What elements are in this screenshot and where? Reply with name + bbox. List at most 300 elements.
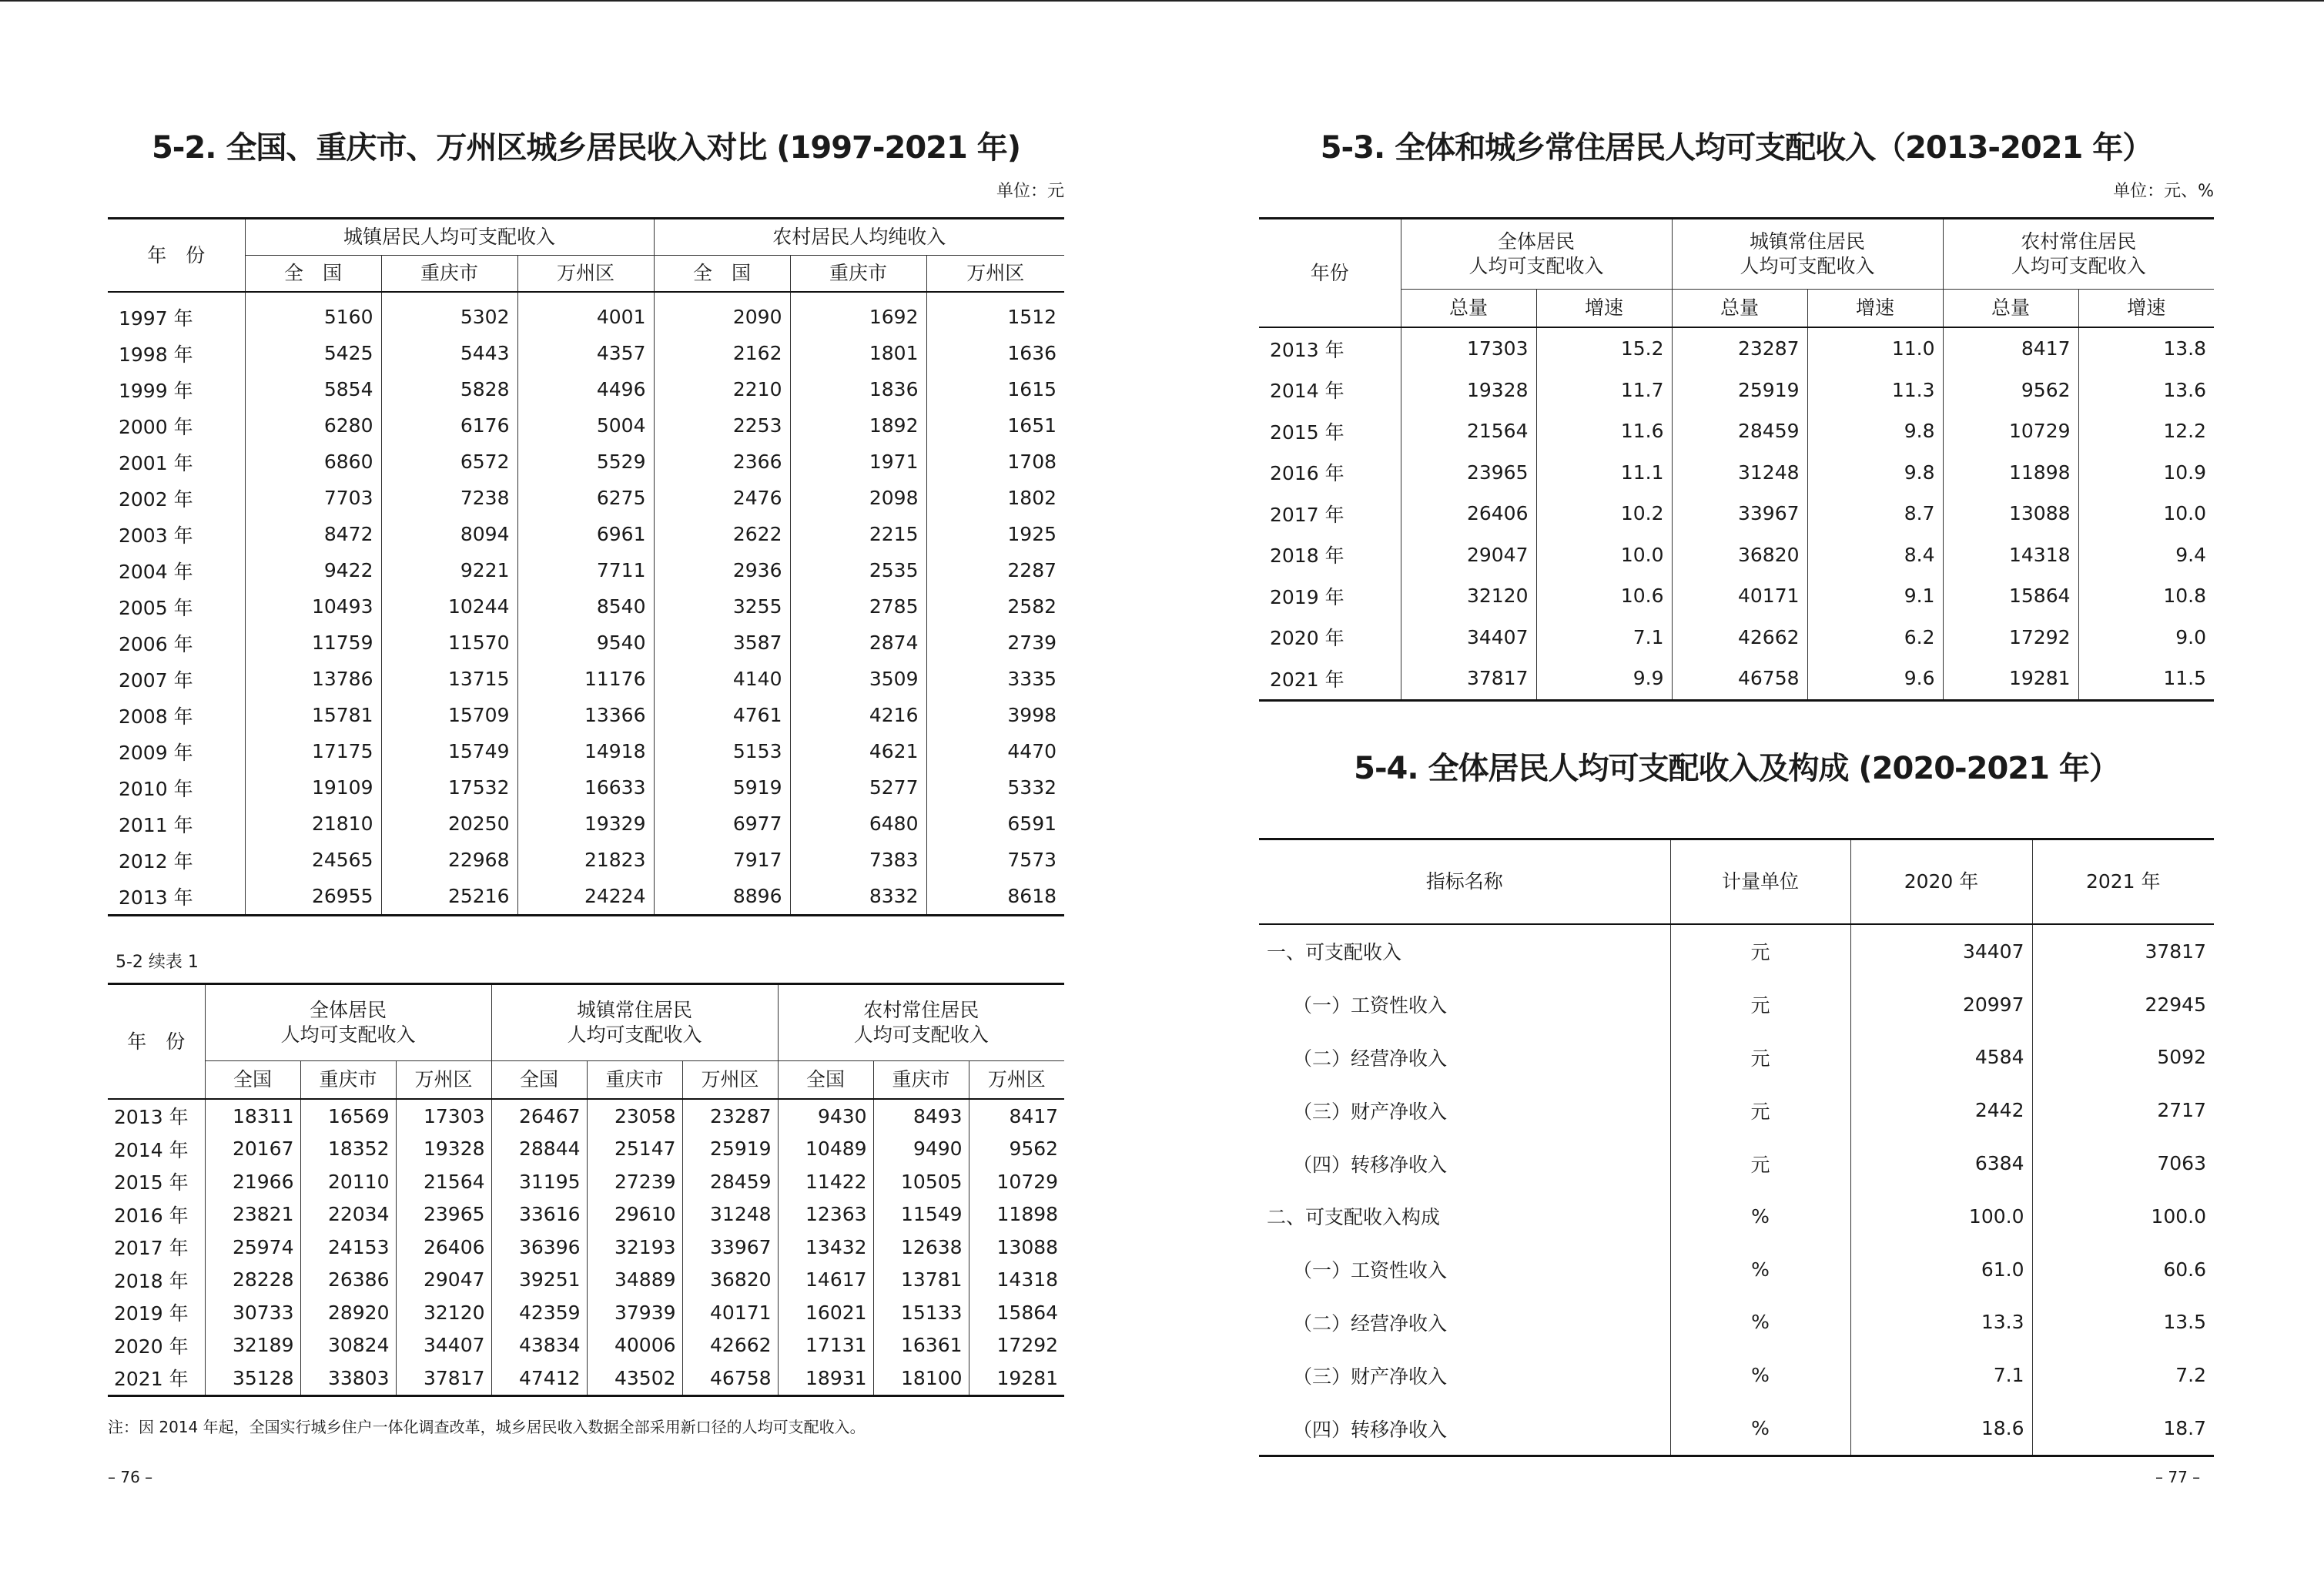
value-cell: 8332	[790, 878, 926, 916]
value-cell: 42662	[682, 1329, 778, 1362]
value-cell: 1692	[790, 292, 926, 335]
value-cell: 17532	[381, 769, 517, 806]
indicator-cell: （二）经营净收入	[1293, 1312, 1448, 1335]
group-header-line: 人均可支配收入	[1740, 255, 1875, 277]
value-cell: 19328	[1401, 370, 1536, 411]
value-cell: 21966	[205, 1165, 300, 1198]
value-cell: 33967	[1672, 493, 1807, 534]
all-residents-group-header	[1401, 219, 1672, 290]
value-cell: 20110	[300, 1165, 396, 1198]
table-row	[1259, 534, 2214, 576]
column-header: 总量	[1401, 290, 1536, 328]
value-cell: 24153	[300, 1231, 396, 1264]
value-cell: 5160	[245, 292, 381, 335]
value-cell: 100.0	[2032, 1190, 2214, 1243]
value-cell: 6275	[517, 480, 654, 516]
value-cell: 1925	[926, 516, 1064, 552]
value-cell: 26467	[491, 1099, 587, 1133]
value-cell: 23821	[205, 1198, 300, 1231]
page-number: – 76 –	[108, 1468, 153, 1486]
group-header-line: 农村常住居民	[863, 999, 979, 1021]
column-header: 重庆市	[300, 1061, 396, 1100]
table-row	[1259, 924, 2214, 978]
table-row	[108, 1362, 1064, 1395]
group-header-line: 人均可支配收入	[567, 1023, 702, 1046]
value-cell: 5919	[654, 769, 790, 806]
value-cell: 15781	[245, 697, 381, 733]
table-row	[1259, 327, 2214, 370]
table-5-4	[1259, 838, 2214, 1457]
value-cell: 21564	[396, 1165, 491, 1198]
value-cell: 19328	[396, 1133, 491, 1166]
value-cell: 11549	[873, 1198, 969, 1231]
value-cell: 9.8	[1807, 410, 1943, 452]
year-cell: 2009 年	[119, 741, 193, 764]
indicator-cell: （四）转移净收入	[1293, 1153, 1448, 1176]
value-cell: 7238	[381, 480, 517, 516]
year-cell: 2020 年	[1270, 627, 1345, 650]
value-cell: 16361	[873, 1329, 969, 1362]
table-row	[1259, 658, 2214, 700]
unit-label: 单位：元、%	[2113, 182, 2214, 201]
table-row	[1259, 1296, 2214, 1349]
year-cell: 2019 年	[1270, 585, 1345, 608]
value-cell: 3255	[654, 588, 790, 625]
indicator-cell: 二、可支配收入构成	[1267, 1206, 1441, 1229]
value-cell: 9221	[381, 552, 517, 588]
value-cell: 29047	[396, 1264, 491, 1297]
footnote: 注：因 2014 年起，全国实行城乡住户一体化调查改革，城乡居民收入数据全部采用新口径的人均可支配收入。	[108, 1418, 866, 1436]
year-cell: 2017 年	[1270, 503, 1345, 526]
value-cell: 7063	[2032, 1137, 2214, 1190]
value-cell: 9430	[778, 1099, 873, 1133]
value-cell: 11.0	[1807, 327, 1943, 370]
value-cell: 8618	[926, 878, 1064, 916]
value-cell: 6860	[245, 444, 381, 480]
year-cell: 1999 年	[119, 379, 193, 402]
value-cell: 25147	[587, 1133, 682, 1166]
value-cell: 23287	[682, 1099, 778, 1133]
value-cell: 1512	[926, 292, 1064, 335]
year-cell: 2010 年	[119, 777, 193, 800]
value-cell: 5153	[654, 733, 790, 769]
value-cell: 30733	[205, 1296, 300, 1329]
value-cell: 8094	[381, 516, 517, 552]
table-row	[1259, 617, 2214, 658]
value-cell: 11.7	[1536, 370, 1672, 411]
value-cell: 8417	[1943, 327, 2078, 370]
rural-group-header: 农村居民人均纯收入	[654, 219, 1064, 256]
value-cell: 23058	[587, 1099, 682, 1133]
value-cell: 13.8	[2078, 327, 2214, 370]
value-cell: 31248	[682, 1198, 778, 1231]
rural-group-header	[778, 984, 1064, 1061]
column-header: 万州区	[926, 256, 1064, 293]
year-cell: 2012 年	[119, 849, 193, 873]
year-cell: 2020 年	[114, 1335, 189, 1358]
year-header: 年 份	[127, 1030, 186, 1053]
value-cell: 8472	[245, 516, 381, 552]
value-cell: 17292	[969, 1329, 1064, 1362]
value-cell: 3587	[654, 625, 790, 661]
value-cell: 13786	[245, 661, 381, 697]
year-cell: 2007 年	[119, 668, 193, 692]
value-cell: 10729	[969, 1165, 1064, 1198]
group-header-line: 全体居民	[1498, 230, 1576, 253]
value-cell: 29610	[587, 1198, 682, 1231]
value-cell: 1836	[790, 371, 926, 407]
value-cell: 11422	[778, 1165, 873, 1198]
table-row	[1259, 370, 2214, 411]
value-cell: 15133	[873, 1296, 969, 1329]
year-cell: 2016 年	[114, 1204, 189, 1227]
value-cell: 6572	[381, 444, 517, 480]
indicator-cell: （三）财产净收入	[1293, 1100, 1448, 1123]
table-row	[1259, 1243, 2214, 1296]
value-cell: 3335	[926, 661, 1064, 697]
table-row	[1259, 1031, 2214, 1084]
table-row	[1259, 575, 2214, 617]
all-residents-group-header	[205, 984, 491, 1061]
column-header: 重庆市	[790, 256, 926, 293]
value-cell: 23965	[396, 1198, 491, 1231]
indicator-cell: （一）工资性收入	[1293, 1259, 1448, 1282]
value-cell: 32189	[205, 1329, 300, 1362]
column-header: 全 国	[245, 256, 381, 293]
value-cell: 10.0	[2078, 493, 2214, 534]
value-cell: 18352	[300, 1133, 396, 1166]
value-cell: 25974	[205, 1231, 300, 1264]
value-cell: 28459	[1672, 410, 1807, 452]
unit-label: 单位：元	[996, 182, 1064, 201]
table-row	[108, 516, 1064, 552]
value-cell: 25919	[682, 1133, 778, 1166]
value-cell: 6591	[926, 806, 1064, 842]
value-cell: 元	[1670, 1084, 1850, 1137]
value-cell: 4496	[517, 371, 654, 407]
table-row	[108, 1165, 1064, 1198]
value-cell: 26406	[396, 1231, 491, 1264]
year-cell: 2011 年	[119, 813, 193, 836]
value-cell: 9562	[1943, 370, 2078, 411]
value-cell: 18311	[205, 1099, 300, 1133]
value-cell: 15864	[969, 1296, 1064, 1329]
value-cell: 34407	[396, 1329, 491, 1362]
value-cell: 元	[1670, 924, 1850, 978]
value-cell: 37817	[396, 1362, 491, 1395]
value-cell: 5828	[381, 371, 517, 407]
value-cell: 14617	[778, 1264, 873, 1297]
table-row	[108, 1329, 1064, 1362]
column-header: 重庆市	[381, 256, 517, 293]
column-header: 增速	[1536, 290, 1672, 328]
value-cell: 2162	[654, 335, 790, 371]
table-row	[108, 842, 1064, 878]
value-cell: %	[1670, 1243, 1850, 1296]
value-cell: 1892	[790, 407, 926, 444]
value-cell: 24565	[245, 842, 381, 878]
value-cell: 12.2	[2078, 410, 2214, 452]
value-cell: 17303	[1401, 327, 1536, 370]
value-cell: 42359	[491, 1296, 587, 1329]
value-cell: 37939	[587, 1296, 682, 1329]
value-cell: 4216	[790, 697, 926, 733]
value-cell: 21810	[245, 806, 381, 842]
table-row	[108, 806, 1064, 842]
year-cell: 2021 年	[1270, 668, 1345, 691]
value-cell: 13.5	[2032, 1296, 2214, 1349]
value-cell: 2535	[790, 552, 926, 588]
value-cell: 34889	[587, 1264, 682, 1297]
value-cell: 6280	[245, 407, 381, 444]
value-cell: 4357	[517, 335, 654, 371]
column-header: 全国	[491, 1061, 587, 1100]
group-header-line: 人均可支配收入	[280, 1023, 416, 1046]
value-cell: 6.2	[1807, 617, 1943, 658]
value-cell: 12363	[778, 1198, 873, 1231]
table-row	[1259, 1137, 2214, 1190]
value-cell: 46758	[1672, 658, 1807, 700]
value-cell: 18.7	[2032, 1402, 2214, 1456]
value-cell: 13432	[778, 1231, 873, 1264]
value-cell: 22968	[381, 842, 517, 878]
urban-group-header	[491, 984, 778, 1061]
value-cell: 2090	[654, 292, 790, 335]
value-cell: 1971	[790, 444, 926, 480]
value-cell: 20997	[1850, 978, 2032, 1031]
value-cell: 13.3	[1850, 1296, 2032, 1349]
value-cell: 9.6	[1807, 658, 1943, 700]
urban-group-header: 城镇居民人均可支配收入	[245, 219, 654, 256]
group-header-line: 农村常住居民	[2021, 230, 2137, 253]
value-cell: 26406	[1401, 493, 1536, 534]
value-cell: 9422	[245, 552, 381, 588]
value-cell: 13088	[1943, 493, 2078, 534]
year-cell: 2013 年	[1270, 338, 1345, 361]
year-cell: 2006 年	[119, 632, 193, 655]
table-row	[108, 697, 1064, 733]
year-cell: 2000 年	[119, 415, 193, 438]
value-cell: 1651	[926, 407, 1064, 444]
value-cell: 27239	[587, 1165, 682, 1198]
value-cell: 35128	[205, 1362, 300, 1395]
value-cell: 17292	[1943, 617, 2078, 658]
table-row	[108, 1099, 1064, 1133]
value-cell: 8896	[654, 878, 790, 916]
value-cell: 2739	[926, 625, 1064, 661]
value-cell: 元	[1670, 1031, 1850, 1084]
value-cell: 5004	[517, 407, 654, 444]
value-cell: 40006	[587, 1329, 682, 1362]
value-cell: 20250	[381, 806, 517, 842]
value-cell: 8493	[873, 1099, 969, 1133]
value-cell: %	[1670, 1402, 1850, 1456]
value-cell: %	[1670, 1190, 1850, 1243]
year-cell: 2016 年	[1270, 462, 1345, 485]
value-cell: 11570	[381, 625, 517, 661]
value-cell: 2476	[654, 480, 790, 516]
value-cell: 40171	[682, 1296, 778, 1329]
group-header-line: 全体居民	[310, 999, 387, 1021]
value-cell: 5332	[926, 769, 1064, 806]
table-row	[108, 588, 1064, 625]
table-row	[108, 1231, 1064, 1264]
value-cell: 1708	[926, 444, 1064, 480]
value-cell: 18.6	[1850, 1402, 2032, 1456]
table-row	[108, 335, 1064, 371]
value-cell: 13781	[873, 1264, 969, 1297]
table-row	[1259, 493, 2214, 534]
table-row	[108, 407, 1064, 444]
value-cell: 19329	[517, 806, 654, 842]
value-cell: 60.6	[2032, 1243, 2214, 1296]
value-cell: 9540	[517, 625, 654, 661]
value-cell: 13366	[517, 697, 654, 733]
column-header: 全国	[778, 1061, 873, 1100]
value-cell: 11.3	[1807, 370, 1943, 411]
value-cell: 1636	[926, 335, 1064, 371]
value-cell: 6977	[654, 806, 790, 842]
year-cell: 2008 年	[119, 705, 193, 728]
value-cell: 11.5	[2078, 658, 2214, 700]
table-row	[1259, 978, 2214, 1031]
value-cell: 31248	[1672, 452, 1807, 494]
value-cell: 2936	[654, 552, 790, 588]
value-cell: 32193	[587, 1231, 682, 1264]
value-cell: 10.2	[1536, 493, 1672, 534]
table-5-3	[1259, 217, 2214, 702]
table-5-4-body	[1259, 924, 2214, 1456]
value-cell: 8.7	[1807, 493, 1943, 534]
indicator-cell: （四）转移净收入	[1293, 1418, 1448, 1441]
value-cell: 28844	[491, 1133, 587, 1166]
value-cell: 10.8	[2078, 575, 2214, 617]
table-row	[1259, 1348, 2214, 1402]
value-cell: 2785	[790, 588, 926, 625]
value-cell: 1801	[790, 335, 926, 371]
value-cell: 10.6	[1536, 575, 1672, 617]
value-cell: 4621	[790, 733, 926, 769]
value-cell: 9.4	[2078, 534, 2214, 576]
year-cell: 1997 年	[119, 307, 193, 330]
value-cell: 1615	[926, 371, 1064, 407]
value-cell: 22945	[2032, 978, 2214, 1031]
year-cell: 2014 年	[114, 1138, 189, 1161]
value-cell: 12638	[873, 1231, 969, 1264]
value-cell: 13715	[381, 661, 517, 697]
value-cell: 33616	[491, 1198, 587, 1231]
value-cell: 32120	[396, 1296, 491, 1329]
year-cell: 2018 年	[1270, 544, 1345, 568]
value-cell: 7703	[245, 480, 381, 516]
value-cell: 2287	[926, 552, 1064, 588]
value-cell: 10.9	[2078, 452, 2214, 494]
value-cell: 2210	[654, 371, 790, 407]
table-row	[108, 1133, 1064, 1166]
table-5-2-continued	[108, 983, 1064, 1397]
table-row	[108, 1198, 1064, 1231]
column-header: 重庆市	[587, 1061, 682, 1100]
value-cell: 10493	[245, 588, 381, 625]
table-row	[108, 625, 1064, 661]
value-cell: 47412	[491, 1362, 587, 1395]
value-cell: 6384	[1850, 1137, 2032, 1190]
column-header: 全 国	[654, 256, 790, 293]
table-row	[108, 1296, 1064, 1329]
value-cell: 8417	[969, 1099, 1064, 1133]
value-cell: 40171	[1672, 575, 1807, 617]
value-cell: 7.1	[1850, 1348, 2032, 1402]
table-row	[108, 371, 1064, 407]
value-cell: 14318	[969, 1264, 1064, 1297]
value-cell: 7573	[926, 842, 1064, 878]
value-cell: 10.0	[1536, 534, 1672, 576]
value-cell: 15.2	[1536, 327, 1672, 370]
value-cell: 24224	[517, 878, 654, 916]
value-cell: 37817	[1401, 658, 1536, 700]
value-cell: 30824	[300, 1329, 396, 1362]
value-cell: 25216	[381, 878, 517, 916]
value-cell: 16633	[517, 769, 654, 806]
value-cell: 31195	[491, 1165, 587, 1198]
value-cell: 7.2	[2032, 1348, 2214, 1402]
value-cell: 7.1	[1536, 617, 1672, 658]
value-cell: 2874	[790, 625, 926, 661]
year-2020-header: 2020 年	[1850, 839, 2032, 925]
value-cell: 36820	[682, 1264, 778, 1297]
value-cell: 8.4	[1807, 534, 1943, 576]
value-cell: 7711	[517, 552, 654, 588]
column-header: 增速	[1807, 290, 1943, 328]
column-header: 万州区	[682, 1061, 778, 1100]
value-cell: 17175	[245, 733, 381, 769]
value-cell: 26386	[300, 1264, 396, 1297]
group-header-line: 城镇常住居民	[577, 999, 693, 1021]
table-5-3-title: 5-3. 全体和城乡常住居民人均可支配收入（2013-2021 年）	[1320, 130, 2153, 166]
value-cell: 2366	[654, 444, 790, 480]
continued-label: 5-2 续表 1	[116, 953, 199, 972]
group-header-line: 人均可支配收入	[853, 1023, 989, 1046]
value-cell: 36820	[1672, 534, 1807, 576]
indicator-cell: （一）工资性收入	[1293, 994, 1448, 1017]
value-cell: 20167	[205, 1133, 300, 1166]
table-5-2-continued-body	[108, 1099, 1064, 1395]
value-cell: 6176	[381, 407, 517, 444]
value-cell: 28459	[682, 1165, 778, 1198]
table-row	[1259, 1402, 2214, 1456]
value-cell: 43502	[587, 1362, 682, 1395]
year-cell: 2014 年	[1270, 380, 1345, 403]
value-cell: 3998	[926, 697, 1064, 733]
value-cell: 10729	[1943, 410, 2078, 452]
column-header: 增速	[2078, 290, 2214, 328]
table-row	[108, 733, 1064, 769]
value-cell: 2215	[790, 516, 926, 552]
value-cell: 3509	[790, 661, 926, 697]
value-cell: 34407	[1850, 924, 2032, 978]
value-cell: 11176	[517, 661, 654, 697]
value-cell: 10489	[778, 1133, 873, 1166]
table-row	[1259, 1190, 2214, 1243]
value-cell: 17131	[778, 1329, 873, 1362]
value-cell: 6480	[790, 806, 926, 842]
value-cell: 2253	[654, 407, 790, 444]
value-cell: 7383	[790, 842, 926, 878]
table-5-2-title: 5-2. 全国、重庆市、万州区城乡居民收入对比 (1997-2021 年)	[151, 130, 1021, 166]
value-cell: 11898	[969, 1198, 1064, 1231]
table-row	[108, 480, 1064, 516]
value-cell: 4140	[654, 661, 790, 697]
